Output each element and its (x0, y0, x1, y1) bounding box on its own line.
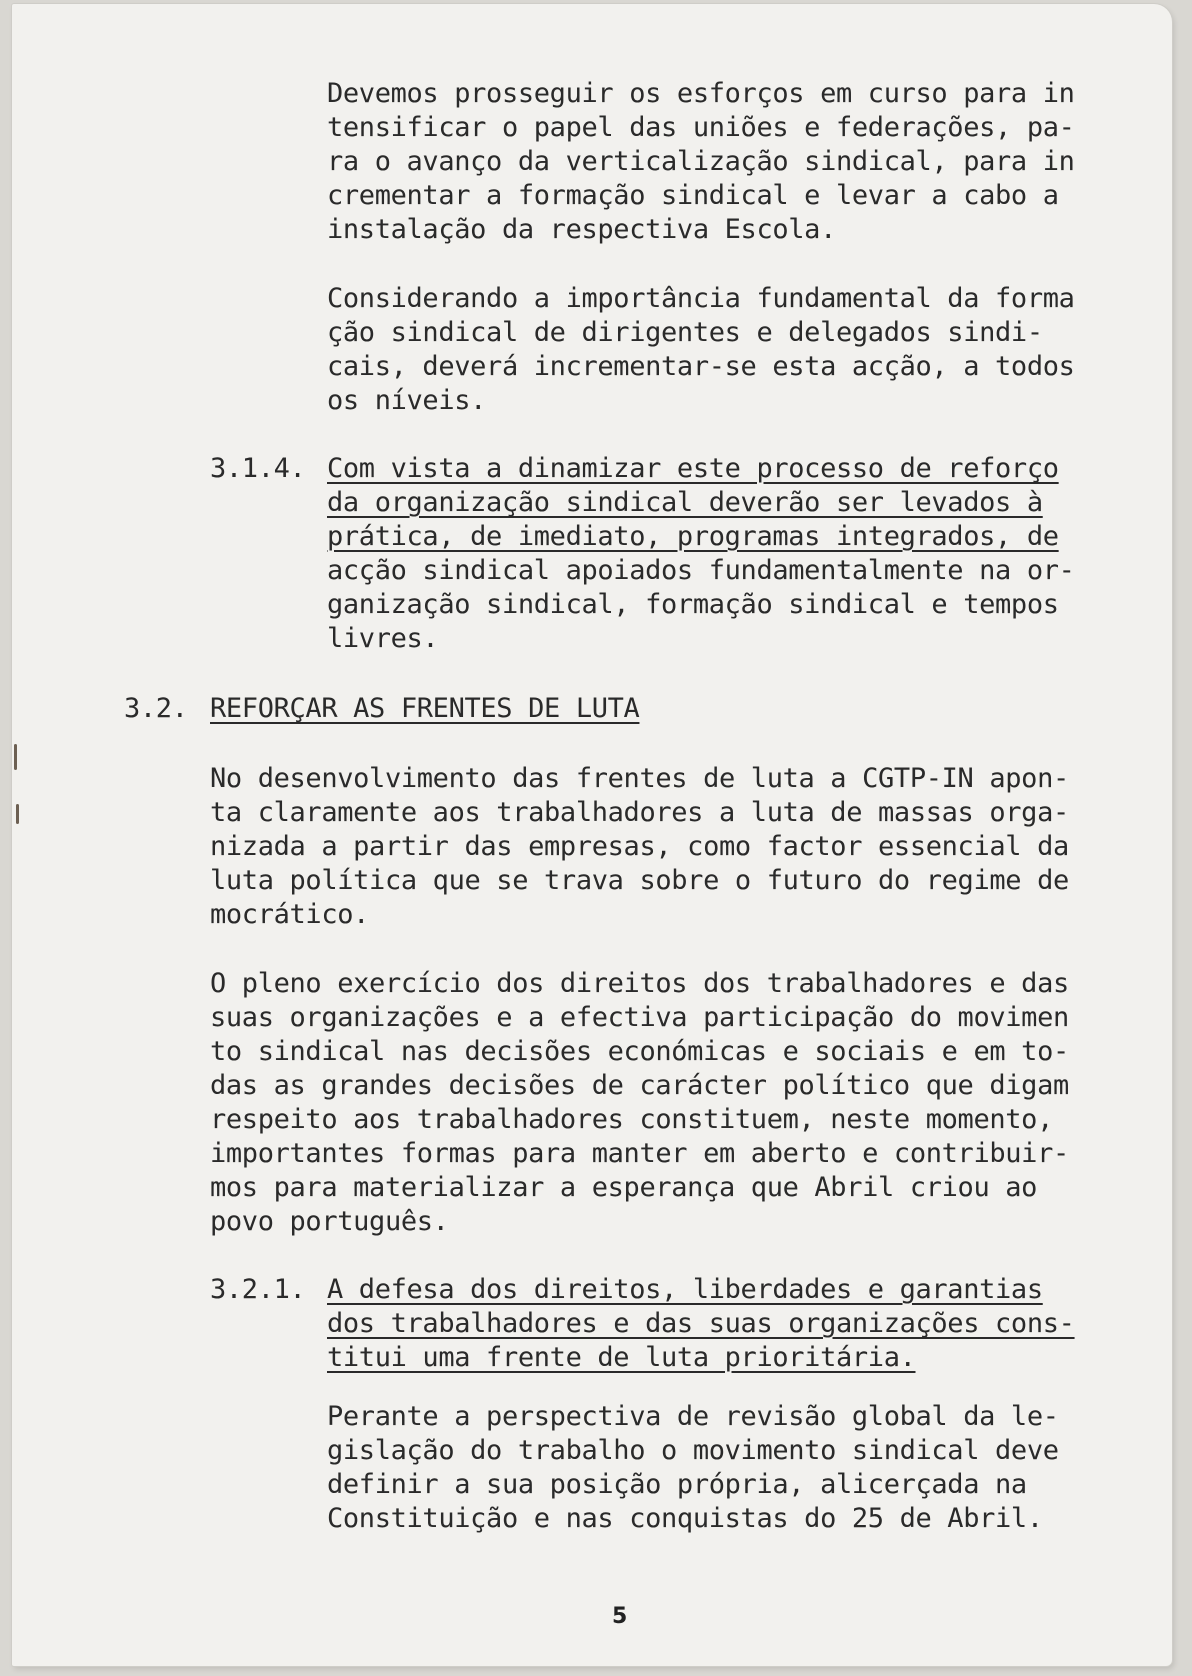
binding-mark (16, 804, 19, 824)
text-line: dos trabalhadores e das suas organizações cons- (327, 1308, 1075, 1339)
text-line: titui uma frente de luta prioritária. (327, 1342, 916, 1373)
text-line: Com vista a dinamizar este processo de reforço (327, 453, 1059, 484)
text-line: tensificar o papel das uniões e federações, pa- (327, 112, 1075, 143)
text-line: crementar a formação sindical e levar a cabo a (327, 180, 1059, 211)
text-line: Perante a perspectiva de revisão global da le- (327, 1401, 1059, 1432)
document-page (12, 4, 1172, 1666)
text-line: Constituição e nas conquistas do 25 de Abril. (327, 1503, 1043, 1534)
text-line: cais, deverá incrementar-se esta acção, a todos (327, 351, 1075, 382)
section-number: 3.2. (124, 693, 188, 724)
text-line: das as grandes decisões de carácter político que digam (210, 1070, 1069, 1101)
text-line: mocrático. (210, 899, 370, 930)
text-line: mos para materializar a esperança que Abril criou ao (210, 1172, 1038, 1203)
text-line: acção sindical apoiados fundamentalmente na or- (327, 555, 1075, 586)
text-line: Considerando a importância fundamental da forma (327, 283, 1075, 314)
text-line: os níveis. (327, 385, 487, 416)
binding-mark (14, 744, 17, 770)
section-number: 3.2.1. (210, 1274, 306, 1305)
text-line: ganização sindical, formação sindical e tempos (327, 589, 1059, 620)
text-line: ta claramente aos trabalhadores a luta de massas orga- (210, 797, 1069, 828)
section-heading: REFORÇAR AS FRENTES DE LUTA (210, 693, 640, 724)
text-line: nizada a partir das empresas, como factor essencial da (210, 831, 1069, 862)
text-line: ra o avanço da verticalização sindical, para in (327, 146, 1075, 177)
text-line: prática, de imediato, programas integrados, de (327, 521, 1059, 552)
section-number: 3.1.4. (210, 453, 306, 484)
text-line: importantes formas para manter em aberto e contribuir- (210, 1138, 1069, 1169)
text-line: definir a sua posição própria, alicerçada na (327, 1469, 1027, 1500)
text-line: suas organizações e a efectiva participação do movimen (210, 1002, 1069, 1033)
text-line: Devemos prosseguir os esforços em curso para in (327, 78, 1075, 109)
text-line: No desenvolvimento das frentes de luta a CGTP-IN apon- (210, 763, 1069, 794)
text-line: instalação da respectiva Escola. (327, 214, 836, 245)
text-line: A defesa dos direitos, liberdades e garantias (327, 1274, 1043, 1305)
text-line: respeito aos trabalhadores constituem, neste momento, (210, 1104, 1053, 1135)
text-line: ção sindical de dirigentes e delegados sindi- (327, 317, 1043, 348)
text-line: to sindical nas decisões económicas e sociais e em to- (210, 1036, 1069, 1067)
text-line: O pleno exercício dos direitos dos trabalhadores e das (210, 968, 1069, 999)
text-line: livres. (327, 623, 439, 654)
text-line: povo português. (210, 1206, 449, 1237)
text-line: gislação do trabalho o movimento sindical deve (327, 1435, 1059, 1466)
page-number: 5 (612, 1604, 628, 1629)
text-line: da organização sindical deverão ser levados à (327, 487, 1043, 518)
text-line: luta política que se trava sobre o futuro do regime de (210, 865, 1069, 896)
